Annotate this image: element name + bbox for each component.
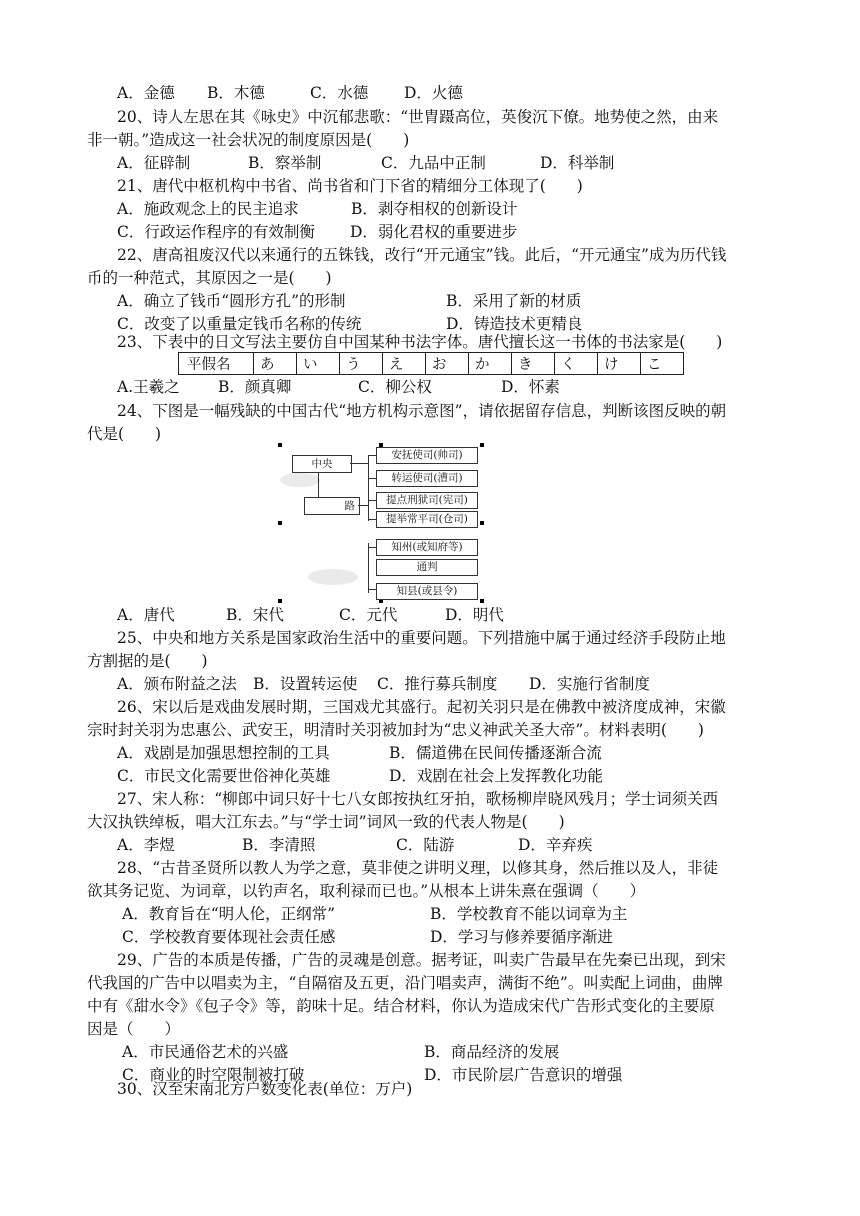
hiragana-cell: き <box>512 353 555 375</box>
hiragana-cell: こ <box>641 353 684 375</box>
q24-options <box>117 604 504 626</box>
q20-option-c: C．九品中正制 <box>381 154 486 172</box>
hiragana-table <box>178 352 684 375</box>
q23-option-d: D．怀素 <box>501 378 560 396</box>
connector-line <box>368 547 376 548</box>
connector-line <box>368 500 376 501</box>
q28-stem-line1: 28、“古昔圣贤所以教人为学之意，莫非使之讲明义理，以修其身，然后推以及人，非徒 <box>117 859 719 877</box>
q23-options <box>117 376 560 398</box>
hiragana-cell: お <box>426 353 469 375</box>
q26-option-b: B．儒道佛在民间传播逐渐合流 <box>389 744 602 762</box>
q19-options <box>117 82 463 104</box>
q22-option-c: C．改变了以重量定钱币名称的传统 <box>117 315 362 333</box>
hiragana-cell: あ <box>254 353 297 375</box>
hiragana-cell: い <box>297 353 340 375</box>
connector-line <box>368 543 369 593</box>
q23-option-a: A.王羲之 <box>117 378 180 396</box>
q29-stem-line3: 中有《甜水令》《包子令》等，韵味十足。结合材料，你认为造成宋代广告形式变化的主要原 <box>87 997 715 1015</box>
local-administration-diagram <box>278 443 484 603</box>
q28-options-row2 <box>122 926 613 948</box>
connector-line <box>368 519 376 520</box>
q24-option-c: C．元代 <box>339 606 398 624</box>
q28-option-c: C．学校教育要体现社会责任感 <box>122 928 336 946</box>
q23-option-c: C．柳公权 <box>358 378 432 396</box>
q27-option-c: C．陆游 <box>396 836 455 854</box>
q20-option-b: B．察举制 <box>248 154 322 172</box>
q27-option-a: A．李煜 <box>117 836 175 854</box>
q26-stem-line1: 26、宋以后是戏曲发展时期，三国戏尤其盛行。起初关羽只是在佛教中被济度成神，宋徽 <box>117 698 726 716</box>
central-box: 中央 <box>292 455 352 473</box>
q30-stem-line1: 30、汉至宋南北方户数变化表(单位：万户) <box>117 1080 413 1098</box>
q26-option-c: C．市民文化需要世俗神化英雄 <box>117 767 331 785</box>
damaged-area <box>308 569 358 585</box>
connector-line <box>368 455 369 521</box>
q21-option-b: B．剥夺相权的创新设计 <box>351 200 518 218</box>
office-box-zhuanyun: 转运使司(漕司) <box>376 470 478 487</box>
q25-stem-line2: 方割据的是( ) <box>87 652 208 670</box>
q19-option-b: B．木德 <box>207 84 265 102</box>
office-box-anfu: 安抚使司(帅司) <box>376 447 478 464</box>
image-selection-handle[interactable] <box>278 521 282 525</box>
q24-option-d: D．明代 <box>445 606 504 624</box>
q20-option-d: D．科举制 <box>540 154 615 172</box>
q24-stem-line1: 24、下图是一幅残缺的中国古代“地方机构示意图”，请依据留存信息，判断该图反映的朝 <box>117 402 727 420</box>
q21-option-c: C．行政运作程序的有效制衡 <box>117 223 315 241</box>
q20-options <box>117 152 614 174</box>
q25-option-b: B．设置转运使 <box>253 675 358 693</box>
q28-stem-line2: 欲其务记览、为词章，以钓声名，取利禄而已也。”从根本上讲朱熹在强调（ ） <box>87 882 646 900</box>
q29-option-a: A．市民通俗艺术的兴盛 <box>122 1043 289 1061</box>
q26-options-row1 <box>117 742 602 764</box>
q28-options-row1 <box>122 903 627 925</box>
office-box-tiju-changping: 提举常平司(仓司) <box>376 511 478 528</box>
q22-options-row1 <box>117 290 581 312</box>
county-box: 知县(或县令) <box>376 583 478 600</box>
q29-option-d: D．市民阶层广告意识的增强 <box>424 1066 623 1084</box>
hiragana-cell: く <box>555 353 598 375</box>
q24-stem-line2: 代是( ) <box>87 425 162 443</box>
q20-option-a: A．征辟制 <box>117 154 191 172</box>
q26-option-a: A．戏剧是加强思想控制的工具 <box>117 744 330 762</box>
q22-stem-line1: 22、唐高祖废汉代以来通行的五铢钱，改行“开元通宝”钱。此后，“开元通宝”成为历代钱 <box>117 246 727 264</box>
q20-stem-line1: 20、诗人左思在其《咏史》中沉郁悲歌：“世胄蹑高位，英俊沉下僚。地势使之然，由来 <box>117 108 719 126</box>
connector-line <box>358 505 368 506</box>
image-selection-handle[interactable] <box>480 443 484 447</box>
q23-stem-line1: 23、下表中的日文写法主要仿自中国某种书法字体。唐代擅长这一书体的书法家是( ) <box>117 333 723 351</box>
q24-option-a: A．唐代 <box>117 606 175 624</box>
q19-option-d: D．火德 <box>404 84 463 102</box>
q27-option-b: B．李清照 <box>242 836 316 854</box>
q28-option-b: B．学校教育不能以词章为主 <box>430 905 628 923</box>
q29-stem-line4: 因是（ ） <box>87 1020 181 1038</box>
q19-option-c: C．水德 <box>310 84 369 102</box>
q19-option-a: A．金德 <box>117 84 175 102</box>
connector-line <box>368 589 376 590</box>
q29-option-b: B．商品经济的发展 <box>424 1043 560 1061</box>
q21-options-row1 <box>117 198 517 220</box>
q25-options <box>117 673 650 695</box>
tongpan-box: 通判 <box>376 559 478 576</box>
prefecture-box: 知州(或知府等) <box>376 539 478 556</box>
q23-option-b: B．颜真卿 <box>218 378 292 396</box>
q22-option-b: B．采用了新的材质 <box>446 292 582 310</box>
q25-stem-line1: 25、中央和地方关系是国家政治生活中的重要问题。下列措施中属于通过经济手段防止地 <box>117 629 726 647</box>
damaged-area <box>280 473 320 487</box>
q27-options <box>117 834 592 856</box>
q22-option-d: D．铸造技术更精良 <box>446 315 583 333</box>
q29-stem-line2: 代我国的广告中以唱卖为主，“自隔宿及五更，沿门唱卖声，满街不绝”。叫卖配上词曲，曲牌 <box>87 974 723 992</box>
hiragana-cell: う <box>340 353 383 375</box>
q21-option-a: A．施政观念上的民主追求 <box>117 200 299 218</box>
q26-options-row2 <box>117 765 603 787</box>
q26-option-d: D．戏剧在社会上发挥教化功能 <box>389 767 603 785</box>
q21-stem-line1: 21、唐代中枢机构中书省、尚书省和门下省的精细分工体现了( ) <box>117 177 583 195</box>
connector-line <box>350 463 368 464</box>
connector-line <box>318 472 319 497</box>
q26-stem-line2: 宗时封关羽为忠惠公、武安王，明清时关羽被加封为“忠义神武关圣大帝”。材料表明( ) <box>87 721 704 739</box>
q25-option-c: C．推行募兵制度 <box>377 675 498 693</box>
q29-options-row1 <box>122 1041 559 1063</box>
office-box-tidian-xingyu: 提点刑狱司(宪司) <box>376 492 478 509</box>
q24-option-b: B．宋代 <box>226 606 284 624</box>
connector-line <box>368 455 376 456</box>
image-selection-handle[interactable] <box>480 599 484 603</box>
lu-box: 路 <box>304 497 360 515</box>
q25-option-a: A．颁布附益之法 <box>117 675 237 693</box>
q22-stem-line2: 币的一种范式，其原因之一是( ) <box>87 269 332 287</box>
image-selection-handle[interactable] <box>278 599 282 603</box>
hiragana-cell: け <box>598 353 641 375</box>
q28-option-d: D．学习与修养要循序渐进 <box>430 928 613 946</box>
q29-stem-line1: 29、广告的本质是传播，广告的灵魂是创意。据考证，叫卖广告最早在先秦已出现，到宋 <box>117 951 726 969</box>
q29-option-c: C．商业的时空限制被打破 <box>122 1066 305 1084</box>
connector-line <box>368 478 376 479</box>
image-selection-handle[interactable] <box>480 521 484 525</box>
q20-stem-line2: 非一朝。”造成这一社会状况的制度原因是( ) <box>87 131 410 149</box>
hiragana-table-header: 平假名 <box>179 353 254 375</box>
hiragana-cell: え <box>383 353 426 375</box>
hiragana-cell: か <box>469 353 512 375</box>
q22-option-a: A．确立了钱币“圆形方孔”的形制 <box>117 292 346 310</box>
q25-option-d: D．实施行省制度 <box>529 675 650 693</box>
hiragana-table-row <box>179 353 684 375</box>
q21-options-row2 <box>117 221 517 243</box>
q28-option-a: A．教育旨在“明人伦，正纲常” <box>122 905 336 923</box>
q27-stem-line2: 大汉执铁绰板，唱大江东去。”与“学士词”词风一致的代表人物是( ) <box>87 813 565 831</box>
q27-stem-line1: 27、宋人称：“柳郎中词只好十七八女郎按执红牙拍，歌杨柳岸晓风残月；学士词须关西 <box>117 790 719 808</box>
q27-option-d: D．辛弃疾 <box>518 836 593 854</box>
image-selection-handle[interactable] <box>278 443 282 447</box>
q21-option-d: D．弱化君权的重要进步 <box>350 223 518 241</box>
